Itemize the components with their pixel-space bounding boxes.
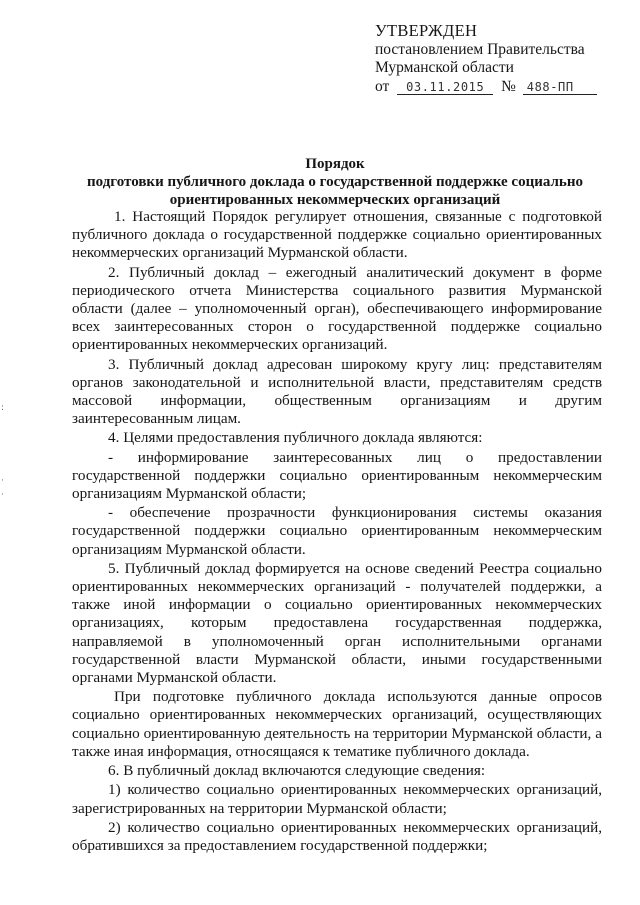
list-item-goal-2: - обеспечение прозрачности функционирования системы оказания государственной поддержки социально ориентированным некоммерческим организациям Мурманской области. bbox=[72, 504, 602, 558]
paragraph-6: 6. В публичный доклад включаются следующие сведения: bbox=[108, 762, 486, 780]
approval-heading: УТВЕРЖДЕН bbox=[375, 21, 478, 40]
paragraph-3: 3. Публичный доклад адресован широкому кругу лиц: представителям органов законодательной и исполнительной власти, представителям средств массовой информации, общественным организациям и другим заинтересованным лицам. bbox=[72, 355, 602, 428]
approval-date: 03.11.2015 bbox=[397, 81, 493, 95]
list-item-goal-1: - информирование заинтересованных лиц о предоставлении государственной поддержки социально ориентированным некоммерческим организациям Мурманской области; bbox=[72, 448, 602, 503]
approval-number: 488-ПП bbox=[523, 81, 597, 95]
title-line-1: Порядок bbox=[305, 156, 365, 172]
scan-margin-mark: · bbox=[1, 476, 4, 486]
paragraph-1: 1. Настоящий Порядок регулирует отношения, связанные с подготовкой публичного доклада о государственной поддержке социально ориентированных некоммерческих организаций Мурманской области. bbox=[72, 208, 602, 262]
date-prefix: от bbox=[375, 77, 390, 95]
title-line-3: ориентированных некоммерческих организаций bbox=[169, 192, 501, 208]
paragraph-5: 5. Публичный доклад формируется на основе сведений Реестра социально ориентированных некоммерческих организаций - получателей поддержки, а также иной информации о социально ориентированных некоммерческих организациях, которым предоставлена государственная поддержка, направляемой в уполномоченный орган исполнительными органами государственной власти Мурманской области, иными государственными органами Мурманской области. bbox=[72, 559, 602, 687]
title-line-2: подготовки публичного доклада о государственной поддержке социально bbox=[87, 174, 583, 190]
document-body bbox=[72, 208, 602, 856]
approval-date-row bbox=[375, 78, 615, 97]
paragraph-5-continued: При подготовке публичного доклада используются данные опросов социально ориентированных некоммерческих организаций, осуществляющих социально ориентированную деятельность на территории Мурманской области, а также иная информация, относящаяся к тематике публичного доклада. bbox=[72, 688, 602, 760]
approval-stamp bbox=[375, 22, 615, 96]
approval-line-1: постановлением Правительства bbox=[375, 40, 585, 58]
scan-margin-mark: : bbox=[1, 403, 5, 413]
list-item-info-1: 1) количество социально ориентированных некоммерческих организаций, зарегистрированных на территории Мурманской области; bbox=[72, 781, 602, 817]
scan-margin-mark: · bbox=[1, 490, 4, 500]
list-item-info-2: 2) количество социально ориентированных некоммерческих организаций, обратившихся за предоставлением государственной поддержки; bbox=[72, 818, 602, 854]
approval-line-2: Мурманской области bbox=[375, 59, 514, 76]
document-title bbox=[60, 155, 610, 209]
paragraph-4: 4. Целями предоставления публичного доклада являются: bbox=[108, 429, 483, 447]
number-sign: № bbox=[501, 77, 516, 95]
paragraph-2: 2. Публичный доклад – ежегодный аналитический документ в форме периодического отчета Министерства социального развития Мурманской области (далее – уполномоченный орган), обеспечивающего информирование всех заинтересованных сторон о государственной поддержке социально ориентированных некоммерческих организаций. bbox=[72, 263, 602, 354]
